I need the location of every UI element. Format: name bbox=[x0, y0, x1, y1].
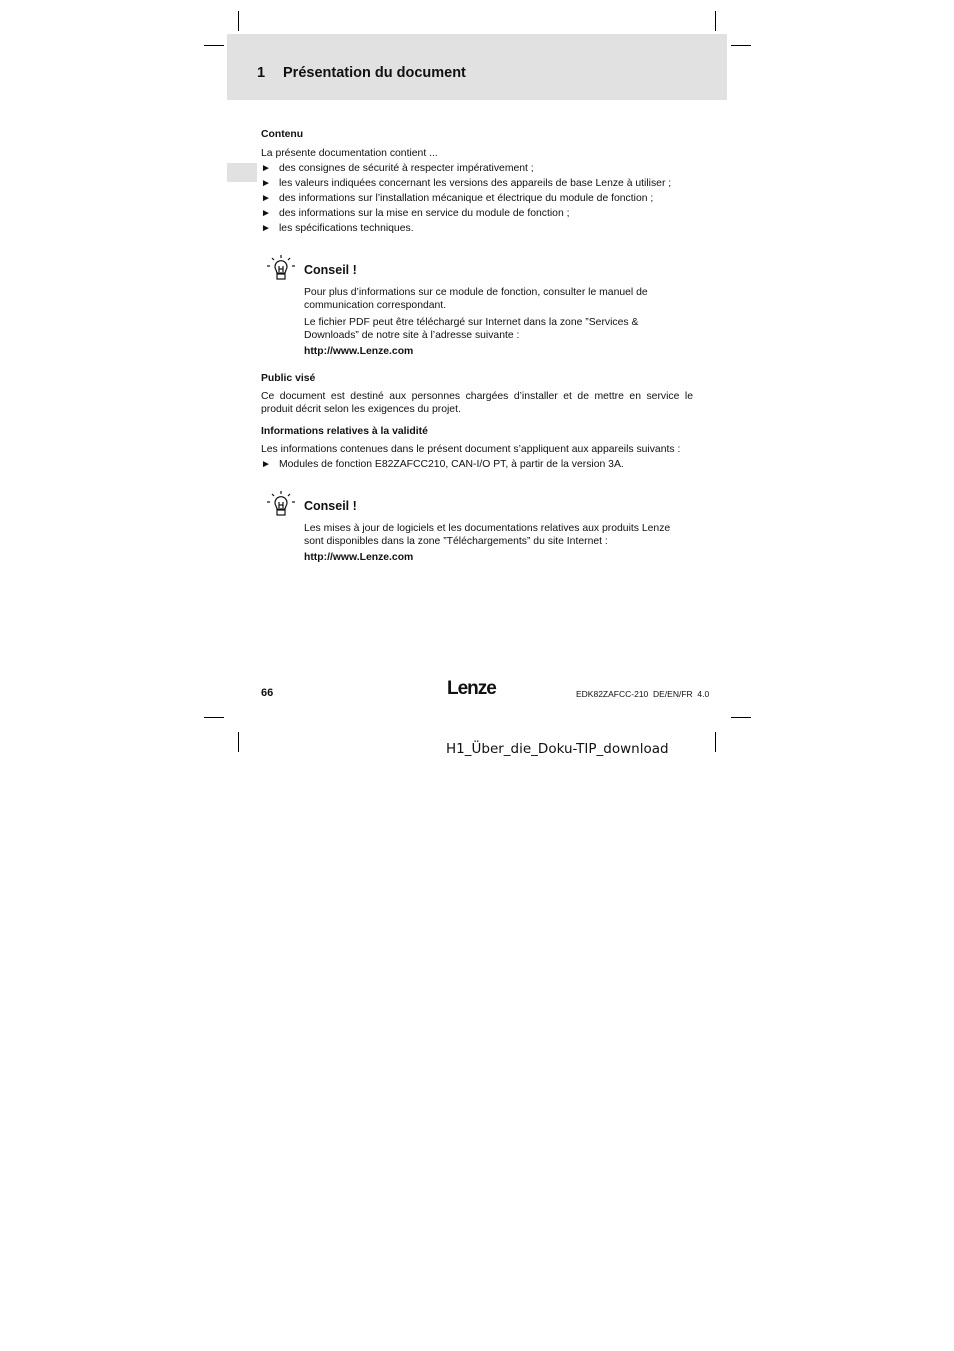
crop-mark bbox=[238, 732, 239, 752]
crop-mark bbox=[204, 717, 224, 718]
tip-url: http://www.Lenze.com bbox=[304, 346, 414, 357]
list-item: ► des consignes de sécurité à respecter impérativement ; bbox=[261, 163, 534, 174]
validite-list bbox=[261, 458, 624, 473]
arrow-right-icon: ► bbox=[261, 178, 271, 189]
arrow-right-icon: ► bbox=[261, 459, 271, 470]
tip-paragraph: Le fichier PDF peut être téléchargé sur Internet dans la zone ”Services & Downloads” de notre site à l’adresse suivante : bbox=[304, 317, 639, 341]
public-text: Ce document est destiné aux personnes chargées d’installer et de mettre en service le produit décrit selon les exigences du projet. bbox=[261, 391, 693, 415]
contenu-list bbox=[261, 162, 671, 237]
tip-title: Conseil ! bbox=[304, 263, 357, 277]
list-item: ► des informations sur l’installation mécanique et électrique du module de fonction ; bbox=[261, 193, 654, 204]
tip-title: Conseil ! bbox=[304, 499, 357, 513]
lightbulb-icon bbox=[266, 490, 296, 520]
list-item: ► les valeurs indiquées concernant les versions des appareils de base Lenze à utiliser ; bbox=[261, 178, 672, 189]
crop-mark bbox=[715, 11, 716, 31]
list-item: ► Modules de fonction E82ZAFCC210, CAN-I/O PT, à partir de la version 3A. bbox=[261, 459, 624, 470]
arrow-right-icon: ► bbox=[261, 223, 271, 234]
arrow-right-icon: ► bbox=[261, 193, 271, 204]
crop-mark bbox=[204, 45, 224, 46]
crop-mark bbox=[731, 45, 751, 46]
public-heading: Public visé bbox=[261, 373, 316, 384]
tip-paragraph: Pour plus d’informations sur ce module de fonction, consulter le manuel de communication correspondant. bbox=[304, 287, 648, 311]
crop-mark bbox=[731, 717, 751, 718]
side-tab-marker bbox=[227, 163, 257, 182]
arrow-right-icon: ► bbox=[261, 208, 271, 219]
chapter-number: 1 bbox=[257, 65, 266, 81]
chapter-title: Présentation du document bbox=[283, 65, 466, 81]
list-item: ► les spécifications techniques. bbox=[261, 223, 414, 234]
document-code: EDK82ZAFCC-210 DE/EN/FR 4.0 bbox=[576, 689, 710, 699]
contenu-heading: Contenu bbox=[261, 129, 304, 140]
tip-url: http://www.Lenze.com bbox=[304, 552, 414, 563]
crop-mark bbox=[715, 732, 716, 752]
tip-paragraph: Les mises à jour de logiciels et les documentations relatives aux produits Lenze sont disponibles dans la zone ”Téléchargements” du site Internet : bbox=[304, 523, 671, 547]
lightbulb-icon bbox=[266, 254, 296, 284]
contenu-intro: La présente documentation contient ... bbox=[261, 148, 438, 159]
validite-intro: Les informations contenues dans le présent document s’appliquent aux appareils suivants : bbox=[261, 444, 681, 455]
validite-heading: Informations relatives à la validité bbox=[261, 426, 428, 437]
arrow-right-icon: ► bbox=[261, 163, 271, 174]
page-number: 66 bbox=[261, 687, 274, 699]
file-name-label: H1_Über_die_Doku-TIP_download bbox=[446, 741, 669, 757]
list-item: ► des informations sur la mise en service du module de fonction ; bbox=[261, 208, 570, 219]
crop-mark bbox=[238, 11, 239, 31]
lenze-logo: Lenze bbox=[447, 678, 496, 699]
